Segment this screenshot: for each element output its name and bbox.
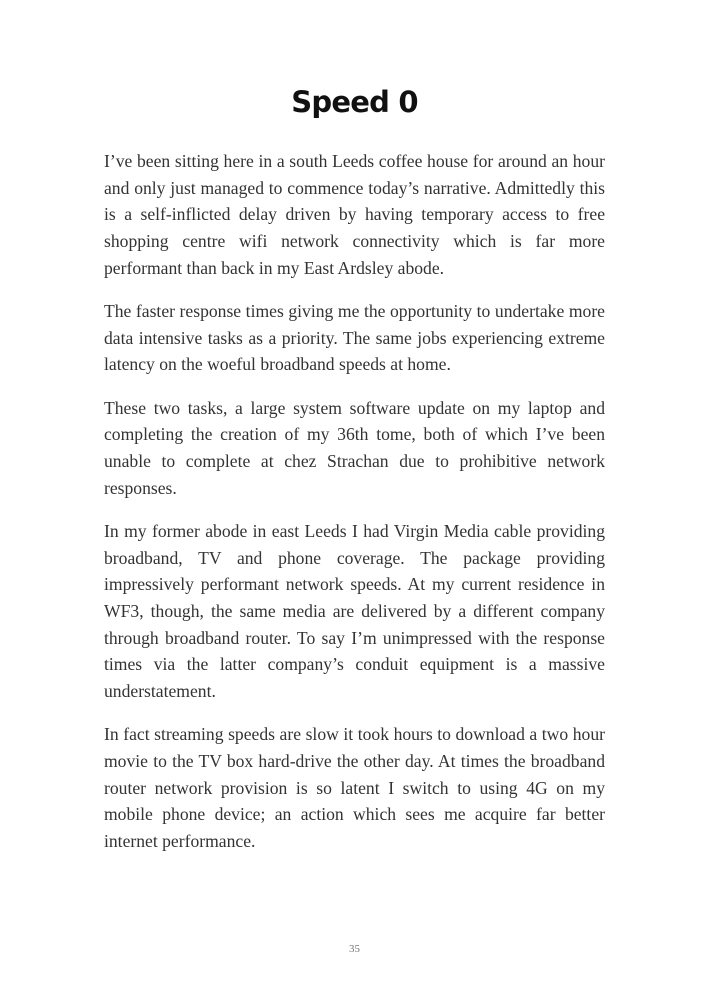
chapter-title: Speed 0: [291, 85, 418, 119]
paragraph-3: These two tasks, a large system software update on my laptop and completing the creation of my 36th tome, both of which I’ve been unable to complete at chez Strachan due to prohibitive network responses.: [104, 397, 605, 498]
paragraph-5: In fact streaming speeds are slow it took hours to download a two hour movie to the TV box hard-drive the other day. At times the broadband router network provision is so latent I switch to using 4G on my mobile phone device; an action which sees me acquire far better internet performance.: [104, 724, 605, 852]
paragraph-2: The faster response times giving me the opportunity to undertake more data intensive tasks as a priority. The same jobs experiencing extreme latency on the woeful broadband speeds at home.: [104, 301, 605, 375]
body-text: [104, 148, 605, 871]
paragraph-1: I’ve been sitting here in a south Leeds coffee house for around an hour and only just managed to commence today’s narrative. Admittedly this is a self-inflicted delay driven by having temporary access to free shopping centre wifi network connectivity which is far more performant than back in my East Ardsley abode.: [104, 151, 605, 278]
page-number: 35: [349, 943, 360, 955]
paragraph-4: In my former abode in east Leeds I had Virgin Media cable providing broadband, TV and phone coverage. The package providing impressively performant network speeds. At my current residence in WF3, though, the same media are delivered by a different company through broadband router. To say I’m unimpressed with the response times via the latter company’s conduit equipment is a massive understatement.: [104, 520, 605, 702]
